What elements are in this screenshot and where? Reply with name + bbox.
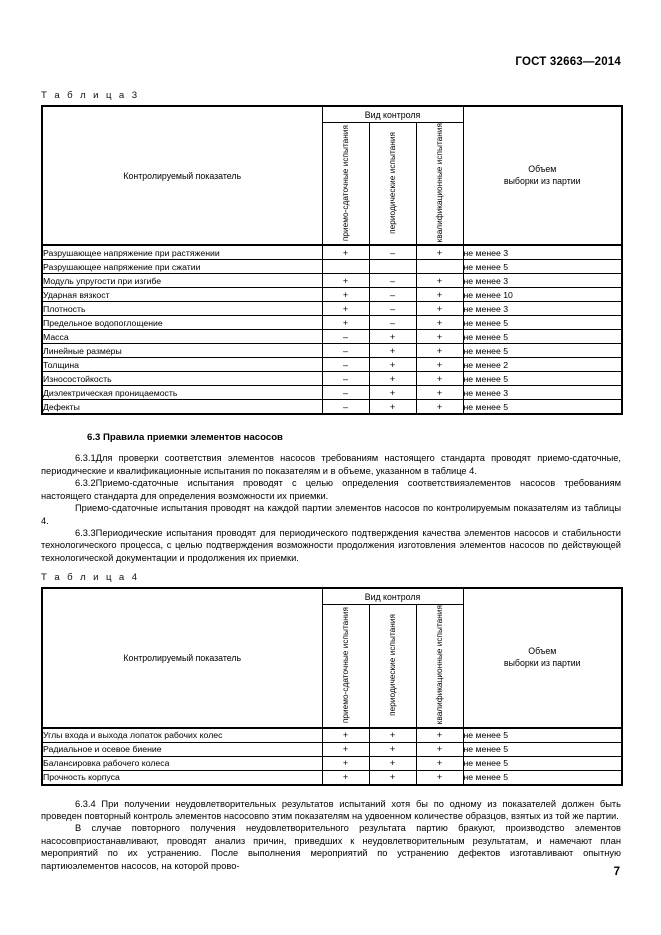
table-4-row-1-qualification: +	[416, 742, 463, 756]
table-3-row-9-qualification: +	[416, 372, 463, 386]
table-3-row-9-acceptance: –	[322, 372, 369, 386]
table-3-row-0-qualification: +	[416, 245, 463, 260]
table-3-row-11-qualification: +	[416, 400, 463, 415]
table-3-row-9-volume: не менее 5	[463, 372, 622, 386]
table-row	[42, 756, 622, 770]
table-3-row-3-qualification: +	[416, 288, 463, 302]
table-4-row-2-name: Балансировка рабочего колеса	[42, 756, 322, 770]
table-3-row-1-periodic	[369, 260, 416, 274]
table-row	[42, 274, 622, 288]
table-3-header-qualification: квалификационные испытания	[416, 123, 463, 246]
table-3-row-7-volume: не менее 5	[463, 344, 622, 358]
table-4-row-1-volume: не менее 5	[463, 742, 622, 756]
table-4-header-qualification: квалификационные испытания	[416, 605, 463, 728]
table-3-row-8-acceptance: –	[322, 358, 369, 372]
table-row	[42, 728, 622, 743]
table-3-row-9-name: Износостойкость	[42, 372, 322, 386]
table-3-row-5-name: Предельное водопоглощение	[42, 316, 322, 330]
table-3-row-6-volume: не менее 5	[463, 330, 622, 344]
table-row	[42, 386, 622, 400]
table-3-row-5-qualification: +	[416, 316, 463, 330]
table-3-row-4-name: Плотность	[42, 302, 322, 316]
table-3-row-4-volume: не менее 3	[463, 302, 622, 316]
table-4-header-acceptance: приемо-сдаточные испытания	[322, 605, 369, 728]
table-3-row-7-qualification: +	[416, 344, 463, 358]
paragraph-6-3-3: 6.3.3Периодические испытания проводят для периодического подтверждения качества элементов насосов и стабильности технологического процесса, с целью подтверждения возможности продолжения изготовления элементов насосов по действующей технологической документации и продолжения их приемки.	[41, 527, 621, 563]
table-row	[42, 400, 622, 415]
table-row	[42, 245, 622, 260]
table-4-row-1-name: Радиальное и осевое биение	[42, 742, 322, 756]
table-3-row-0-name: Разрушающее напряжение при растяжении	[42, 245, 322, 260]
table-4-row-0-name: Углы входа и выхода лопаток рабочих колес	[42, 728, 322, 743]
table-3-row-9-periodic: +	[369, 372, 416, 386]
table-3-row-3-name: Ударная вязкост	[42, 288, 322, 302]
table-4-row-0-periodic: +	[369, 728, 416, 743]
table-3-row-2-qualification: +	[416, 274, 463, 288]
table-3-row-6-name: Масса	[42, 330, 322, 344]
table-4-header-volume-line2: выборки из партии	[503, 657, 581, 668]
table-3-row-10-qualification: +	[416, 386, 463, 400]
table-3-row-7-acceptance: –	[322, 344, 369, 358]
table-3	[41, 105, 623, 415]
page-number: 7	[613, 866, 620, 878]
standard-header: ГОСТ 32663—2014	[515, 56, 621, 68]
table-3-row-5-acceptance: +	[322, 316, 369, 330]
paragraph-6-3-1: 6.3.1Для проверки соответствия элементов насосов требованиям настоящего стандарта проводят приемо-сдаточные, периодические и квалификационные испытания по показателям и в объеме, указанном в таблице 4.	[41, 453, 621, 476]
table-4-row-2-acceptance: +	[322, 756, 369, 770]
table-3-row-7-name: Линейные размеры	[42, 344, 322, 358]
table-3-row-6-qualification: +	[416, 330, 463, 344]
table-4-header-control-group: Вид контроля	[322, 588, 463, 605]
table-3-header-row-1	[42, 106, 622, 123]
table-3-row-1-name: Разрушающее напряжение при сжатии	[42, 260, 322, 274]
page-content	[41, 56, 621, 872]
table-4-header-indicator: Контролируемый показатель	[42, 588, 322, 727]
table-3-header-periodic: периодические испытания	[369, 123, 416, 246]
table-row	[42, 260, 622, 274]
table-4-row-0-acceptance: +	[322, 728, 369, 743]
table-3-row-8-name: Толщина	[42, 358, 322, 372]
table-4-row-3-volume: не менее 5	[463, 770, 622, 785]
table-3-row-7-periodic: +	[369, 344, 416, 358]
table-4-row-3-qualification: +	[416, 770, 463, 785]
table-3-row-6-periodic: +	[369, 330, 416, 344]
table-3-row-0-acceptance: +	[322, 245, 369, 260]
table-4-row-3-periodic: +	[369, 770, 416, 785]
table-3-row-2-periodic: –	[369, 274, 416, 288]
table-3-row-5-volume: не менее 5	[463, 316, 622, 330]
table-4-row-2-volume: не менее 5	[463, 756, 622, 770]
table-3-row-4-qualification: +	[416, 302, 463, 316]
table-3-row-4-periodic: –	[369, 302, 416, 316]
table-3-row-8-volume: не менее 2	[463, 358, 622, 372]
table-3-row-1-volume: не менее 5	[463, 260, 622, 274]
table-row	[42, 288, 622, 302]
table-3-row-8-qualification: +	[416, 358, 463, 372]
table-3-header-volume-line1: Объем	[528, 163, 557, 174]
table-3-row-3-periodic: –	[369, 288, 416, 302]
section-6-3-4-paragraphs	[41, 798, 621, 873]
table-3-caption: Т а б л и ц а 3	[41, 90, 140, 101]
paragraph-6-3-2b: Приемо-сдаточные испытания проводят на каждой партии элементов насосов по контролируемым показателям из таблицы 4.	[41, 503, 621, 526]
table-3-row-10-acceptance: –	[322, 386, 369, 400]
table-3-row-10-volume: не менее 3	[463, 386, 622, 400]
table-row	[42, 302, 622, 316]
table-3-row-4-acceptance: +	[322, 302, 369, 316]
table-row	[42, 742, 622, 756]
table-3-row-2-name: Модуль упругости при изгибе	[42, 274, 322, 288]
table-3-row-10-periodic: +	[369, 386, 416, 400]
table-3-row-10-name: Диэлектрическая проницаемость	[42, 386, 322, 400]
table-3-row-6-acceptance: –	[322, 330, 369, 344]
table-4-header-periodic: периодические испытания	[369, 605, 416, 728]
table-4-row-2-periodic: +	[369, 756, 416, 770]
paragraph-6-3-4b: В случае повторного получения неудовлетворительного результата партию бракуют, производство элементов насосовприостанавливают, проводят анализ причин, приведших к неудовлетворительным результатам, и намечают план мероприятий по их устранению. После выполнения мероприятий по устранению дефектов изготавливают опытную партиюэлементов насосов, на которой прово-	[41, 823, 621, 871]
paragraph-6-3-4: 6.3.4 При получении неудовлетворительных результатов испытаний хотя бы по одному из показателей должен быть проведен повторный контроль элементов насосовпо этим показателям на удвоенном количестве образцов, взятых из той же партии.	[41, 798, 621, 822]
table-row	[42, 770, 622, 785]
section-6-3-paragraphs	[41, 452, 621, 564]
table-row	[42, 344, 622, 358]
table-3-header-control-group: Вид контроля	[322, 106, 463, 123]
table-3-row-2-acceptance: +	[322, 274, 369, 288]
table-3-row-11-name: Дефекты	[42, 400, 322, 415]
table-4-row-1-periodic: +	[369, 742, 416, 756]
table-4-row-3-acceptance: +	[322, 770, 369, 785]
table-3-row-11-periodic: +	[369, 400, 416, 415]
table-4-header-volume	[463, 588, 622, 727]
table-3-row-8-periodic: +	[369, 358, 416, 372]
table-4-header-row-1	[42, 588, 622, 605]
section-title-6-3: 6.3 Правила приемки элементов насосов	[87, 432, 283, 444]
table-4-caption: Т а б л и ц а 4	[41, 572, 140, 584]
table-3-header-indicator: Контролируемый показатель	[42, 106, 322, 245]
table-3-row-2-volume: не менее 3	[463, 274, 622, 288]
table-3-row-3-acceptance: +	[322, 288, 369, 302]
table-3-row-11-volume: не менее 5	[463, 400, 622, 415]
table-3-row-0-periodic: –	[369, 245, 416, 260]
table-3-row-1-acceptance	[322, 260, 369, 274]
table-row	[42, 316, 622, 330]
table-3-header-volume	[463, 106, 622, 245]
table-3-header-volume-line2: выборки из партии	[503, 175, 581, 186]
table-3-row-3-volume: не менее 10	[463, 288, 622, 302]
table-4-row-1-acceptance: +	[322, 742, 369, 756]
table-3-row-1-qualification	[416, 260, 463, 274]
table-3-header-acceptance: приемо-сдаточные испытания	[322, 123, 369, 246]
table-3-row-11-acceptance: –	[322, 400, 369, 415]
table-4-row-2-qualification: +	[416, 756, 463, 770]
table-row	[42, 372, 622, 386]
table-4	[41, 587, 623, 785]
paragraph-6-3-2: 6.3.2Приемо-сдаточные испытания проводят с целью определения соответствияэлементов насосов требованиям настоящего стандарта для определения возможности их приемки.	[41, 478, 621, 501]
table-3-row-0-volume: не менее 3	[463, 245, 622, 260]
table-3-row-5-periodic: –	[369, 316, 416, 330]
table-4-row-3-name: Прочность корпуса	[42, 770, 322, 785]
table-4-row-0-qualification: +	[416, 728, 463, 743]
table-4-header-volume-line1: Объем	[528, 646, 557, 657]
table-row	[42, 358, 622, 372]
table-row	[42, 330, 622, 344]
table-4-row-0-volume: не менее 5	[463, 728, 622, 743]
